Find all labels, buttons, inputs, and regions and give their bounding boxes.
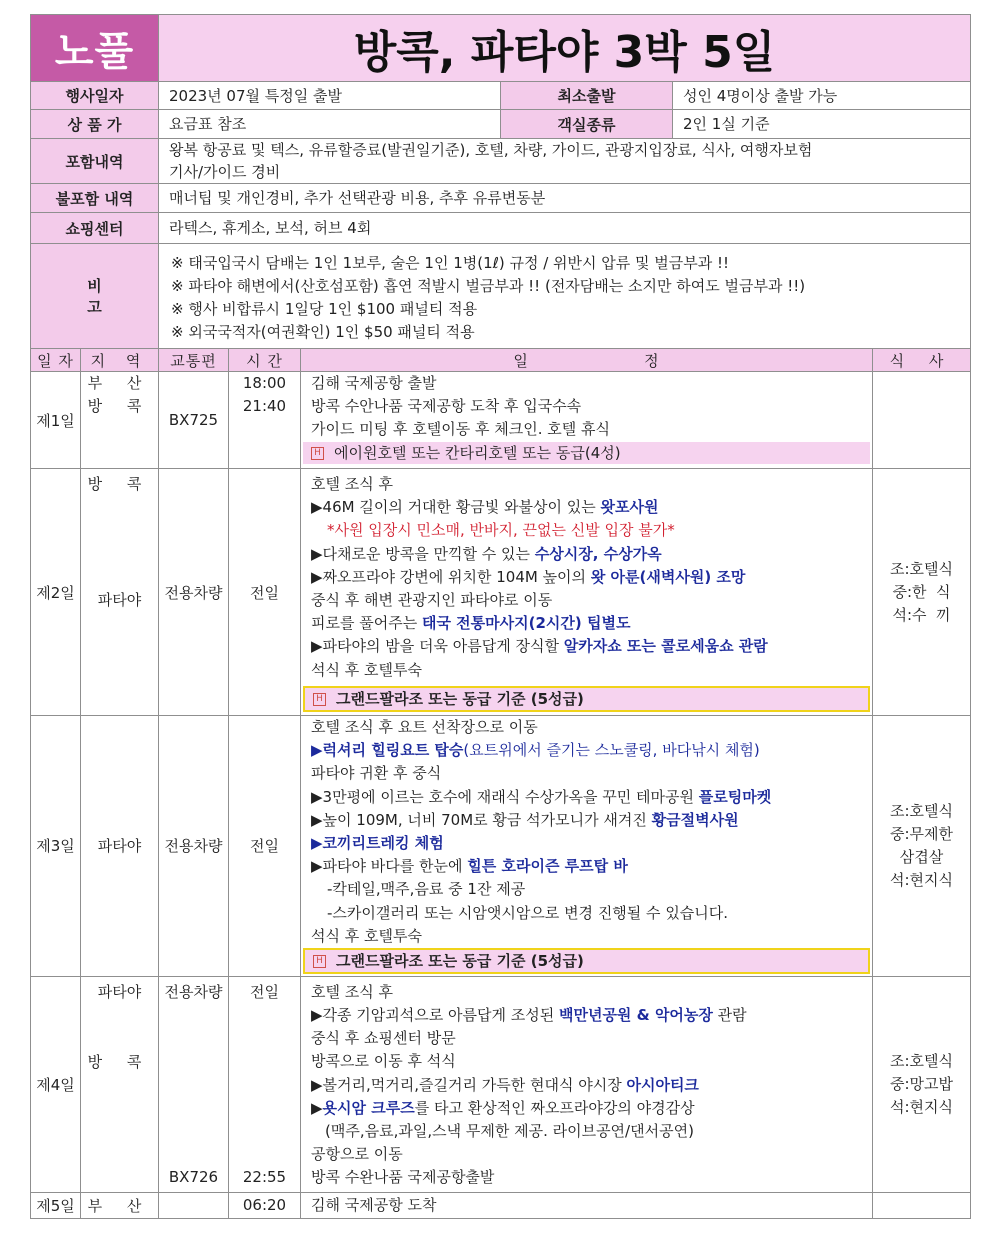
transport-cell: BX725 bbox=[159, 372, 229, 469]
meal-text: 조:호텔식 bbox=[889, 801, 953, 820]
schedule-line: 석식 후 호텔투숙 bbox=[311, 660, 422, 679]
shopping-label: 쇼핑센터 bbox=[31, 213, 159, 244]
schedule-line: ▶럭셔리 힐링요트 탑승(요트위에서 즐기는 스노쿨링, 바다낚시 체험) bbox=[311, 741, 760, 760]
schedule-line: ▶46M 길이의 거대한 황금빛 와불상이 있는 왓포사원 bbox=[311, 498, 659, 517]
schedule-line: 중식 후 해변 관광지인 파타야로 이동 bbox=[311, 590, 553, 609]
price-value: 요금표 참조 bbox=[159, 110, 501, 139]
region-text: 방 콕 bbox=[87, 475, 152, 493]
meal-cell bbox=[873, 716, 971, 977]
included-line: 기사/가이드 경비 bbox=[169, 163, 281, 181]
meal-cell bbox=[873, 976, 971, 1192]
schedule-line: 호텔 조식 후 요트 선착장으로 이동 bbox=[311, 718, 538, 736]
warning-line: *사원 입장시 민소매, 반바지, 끈없는 신발 입장 불가* bbox=[327, 521, 675, 540]
hotel-icon: H bbox=[313, 693, 326, 706]
meal-text: 중:무제한 bbox=[889, 824, 953, 843]
col-region: 지 역 bbox=[81, 349, 159, 372]
schedule-cell: 김해 국제공항 도착 bbox=[301, 1192, 873, 1218]
remarks-value bbox=[159, 244, 971, 349]
meal-text: 석:현지식 bbox=[889, 870, 953, 889]
schedule-line: 파타야 귀환 후 중식 bbox=[311, 764, 442, 783]
time-cell: 전일 bbox=[229, 469, 301, 716]
itinerary-document bbox=[30, 14, 970, 1219]
day-row bbox=[31, 976, 971, 1192]
room-type-label: 객실종류 bbox=[501, 110, 673, 139]
remark-line: ※ 태국입국시 담배는 1인 1보루, 술은 1인 1병(1ℓ) 규정 / 위반시 압류 및 벌금부과 !! bbox=[171, 254, 730, 272]
meal-cell bbox=[873, 372, 971, 469]
schedule-cell bbox=[301, 469, 873, 716]
time-cell: 06:20 bbox=[229, 1192, 301, 1218]
schedule-line: ▶짜오프라야 강변에 위치한 104M 높이의 왓 아룬(새벽사원) 조망 bbox=[311, 567, 746, 586]
region-text: 부 산 bbox=[87, 374, 152, 392]
day-label: 제4일 bbox=[31, 976, 81, 1192]
hotel-bar bbox=[303, 686, 870, 712]
schedule-line: ▶파타야의 밤을 더욱 아름답게 장식할 알카자쇼 또는 콜로세움쇼 관람 bbox=[311, 637, 768, 656]
schedule-line: 석식 후 호텔투숙 bbox=[311, 926, 422, 945]
meal-text: 중:망고밥 bbox=[889, 1074, 953, 1093]
schedule-line: 방콕 수완나품 국제공항출발 bbox=[311, 1168, 495, 1187]
hotel-text: 에이원호텔 또는 칸타리호텔 또는 동급(4성) bbox=[334, 443, 621, 462]
region-text: 방 콕 bbox=[87, 397, 152, 416]
schedule-cell bbox=[301, 716, 873, 977]
time-cell: 전일 bbox=[229, 716, 301, 977]
region-cell bbox=[81, 976, 159, 1192]
time-text: 18:00 bbox=[242, 374, 287, 392]
schedule-line: ▶욧시암 크루즈를 타고 환상적인 짜오프라야강의 야경감상 bbox=[311, 1098, 695, 1117]
region-cell: 파타야 bbox=[81, 716, 159, 977]
schedule-line: ▶각종 기암괴석으로 아름답게 조성된 백만년공원 & 악어농장 관람 bbox=[311, 1006, 747, 1025]
brand-logo: 노풀 bbox=[31, 15, 159, 82]
col-day: 일 자 bbox=[31, 349, 81, 372]
schedule-line: ▶높이 109M, 너비 70M로 황금 석가모니가 새겨진 황금절벽사원 bbox=[311, 810, 739, 829]
region-cell bbox=[81, 372, 159, 469]
day-label: 제1일 bbox=[31, 372, 81, 469]
schedule-line: ▶3만평에 이르는 호수에 재래식 수상가옥을 꾸민 테마공원 플로팅마켓 bbox=[311, 787, 772, 806]
day-label: 제5일 bbox=[31, 1192, 81, 1218]
meal-cell bbox=[873, 1192, 971, 1218]
transport-cell bbox=[159, 1192, 229, 1218]
day-row bbox=[31, 372, 971, 469]
page-title: 방콕, 파타야 3박 5일 bbox=[159, 15, 971, 82]
hotel-bar bbox=[303, 442, 870, 464]
meal-text: 석:현지식 bbox=[889, 1097, 953, 1116]
schedule-line: 공항으로 이동 bbox=[311, 1145, 403, 1164]
excluded-label: 불포함 내역 bbox=[31, 184, 159, 213]
schedule-line: ▶파타야 바다를 한눈에 힐튼 호라이즌 루프탑 바 bbox=[311, 857, 628, 876]
schedule-line: ▶코끼리트레킹 체험 bbox=[311, 833, 444, 852]
hotel-text: 그랜드팔라조 또는 동급 기준 (5성급) bbox=[336, 951, 584, 970]
date-label: 행사일자 bbox=[31, 82, 159, 110]
time-text: 22:55 bbox=[242, 1168, 287, 1187]
time-cell bbox=[229, 372, 301, 469]
schedule-line: 방콕으로 이동 후 석식 bbox=[311, 1052, 456, 1071]
transport-text: 전용차량 bbox=[164, 982, 223, 1001]
remarks-label: 비 고 bbox=[31, 244, 159, 349]
meal-cell bbox=[873, 469, 971, 716]
col-schedule: 일 정 bbox=[301, 349, 873, 372]
included-line: 왕복 항공료 및 텍스, 유류할증료(발권일기준), 호텔, 차량, 가이드, 관광지입장료, 식사, 여행자보험 bbox=[169, 141, 813, 159]
excluded-value: 매너팁 및 개인경비, 추가 선택관광 비용, 추후 유류변동분 bbox=[159, 184, 971, 213]
schedule-line: 호텔 조식 후 bbox=[311, 475, 393, 493]
transport-cell: 전용차량 bbox=[159, 469, 229, 716]
time-text: 전일 bbox=[250, 982, 279, 1001]
time-text: 21:40 bbox=[242, 397, 287, 416]
meal-text: 석:수 끼 bbox=[892, 605, 951, 624]
transport-text: BX726 bbox=[168, 1168, 219, 1187]
schedule-line: 호텔 조식 후 bbox=[311, 982, 393, 1001]
hotel-bar bbox=[303, 948, 870, 974]
included-value bbox=[159, 139, 971, 184]
day-label: 제3일 bbox=[31, 716, 81, 977]
hotel-text: 그랜드팔라조 또는 동급 기준 (5성급) bbox=[336, 689, 584, 708]
region-text: 파타야 bbox=[97, 591, 142, 610]
transport-cell: 전용차량 bbox=[159, 716, 229, 977]
day-row bbox=[31, 716, 971, 977]
included-label: 포함내역 bbox=[31, 139, 159, 184]
schedule-line: 가이드 미팅 후 호텔이동 후 체크인. 호텔 휴식 bbox=[311, 420, 610, 439]
region-cell: 부 산 bbox=[81, 1192, 159, 1218]
schedule-line: 김해 국제공항 출발 bbox=[311, 374, 437, 392]
hotel-icon: H bbox=[313, 955, 326, 968]
region-cell bbox=[81, 469, 159, 716]
room-type-value: 2인 1실 기준 bbox=[673, 110, 971, 139]
schedule-cell bbox=[301, 976, 873, 1192]
col-transport: 교통편 bbox=[159, 349, 229, 372]
schedule-line: 중식 후 쇼핑센터 방문 bbox=[311, 1029, 456, 1048]
meal-text: 중:한 식 bbox=[892, 582, 951, 601]
schedule-line: -스카이갤러리 또는 시암앳시암으로 변경 진행될 수 있습니다. bbox=[327, 903, 729, 922]
min-departure-value: 성인 4명이상 출발 가능 bbox=[673, 82, 971, 110]
date-value: 2023년 07월 특정일 출발 bbox=[159, 82, 501, 110]
schedule-line: 피로를 풀어주는 태국 전통마사지(2시간) 팁별도 bbox=[311, 614, 631, 633]
meal-text: 삼겹살 bbox=[899, 847, 944, 866]
region-text: 파타야 bbox=[97, 982, 142, 1001]
region-text: 방 콕 bbox=[87, 1053, 152, 1072]
time-cell bbox=[229, 976, 301, 1192]
remark-line: ※ 파타야 해변에서(산호섬포함) 흡연 적발시 벌금부과 !! (전자담배는 소지만 하여도 벌금부과 !!) bbox=[171, 277, 806, 295]
price-label: 상 품 가 bbox=[31, 110, 159, 139]
hotel-icon: H bbox=[311, 447, 324, 460]
transport-cell bbox=[159, 976, 229, 1192]
meal-text: 조:호텔식 bbox=[889, 559, 953, 578]
col-time: 시 간 bbox=[229, 349, 301, 372]
itinerary-table bbox=[30, 14, 971, 1219]
meal-text: 조:호텔식 bbox=[889, 1051, 953, 1070]
min-departure-label: 최소출발 bbox=[501, 82, 673, 110]
schedule-line: ▶다채로운 방콕을 만끽할 수 있는 수상시장, 수상가옥 bbox=[311, 544, 662, 563]
day-label: 제2일 bbox=[31, 469, 81, 716]
schedule-line: ▶볼거리,먹거리,즐길거리 가득한 현대식 야시장 아시아티크 bbox=[311, 1075, 699, 1094]
schedule-line: 방콕 수안나품 국제공항 도착 후 입국수속 bbox=[311, 397, 582, 416]
day-row bbox=[31, 469, 971, 716]
schedule-cell bbox=[301, 372, 873, 469]
col-meal: 식 사 bbox=[873, 349, 971, 372]
shopping-value: 라텍스, 휴게소, 보석, 허브 4회 bbox=[159, 213, 971, 244]
day-row bbox=[31, 1192, 971, 1218]
remark-line: ※ 행사 비합류시 1일당 1인 $100 패널티 적용 bbox=[171, 300, 478, 318]
remark-line: ※ 외국국적자(여권확인) 1인 $50 패널티 적용 bbox=[171, 323, 475, 341]
schedule-line: (맥주,음료,과일,스낵 무제한 제공. 라이브공연/댄서공연) bbox=[325, 1122, 694, 1140]
schedule-line: -칵테일,맥주,음료 중 1잔 제공 bbox=[327, 880, 526, 899]
